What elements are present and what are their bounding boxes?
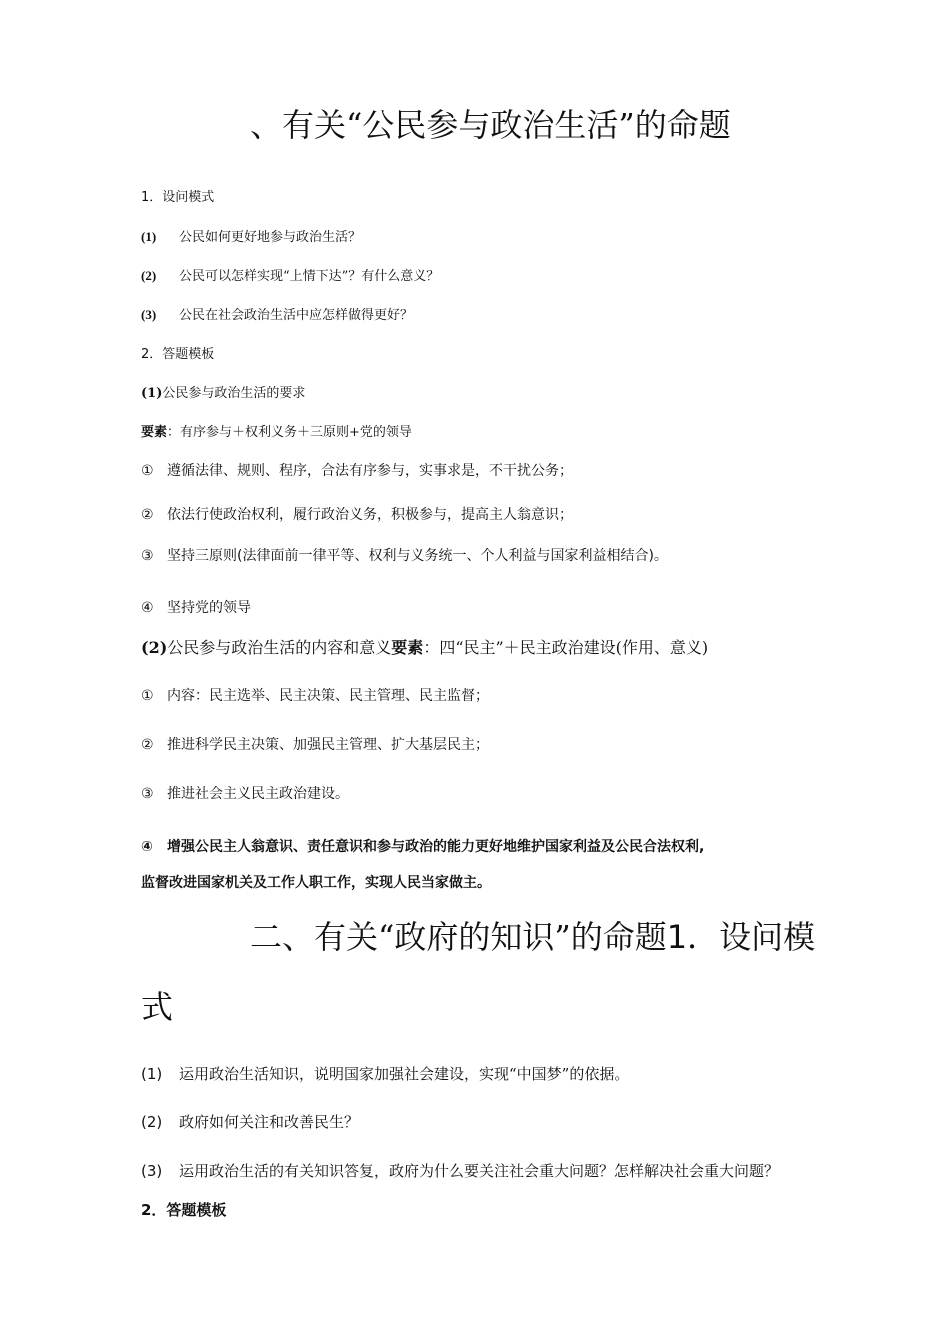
question-number: (2) (141, 1113, 163, 1131)
section2-title-wrap: 式 (141, 988, 174, 1026)
question-number: (1) (141, 229, 157, 244)
elements-label: 要素 (391, 638, 424, 657)
sub-heading-text: 公民参与政治生活的要求 (162, 386, 306, 401)
point-mark: ② (141, 737, 154, 753)
question-text: 公民在社会政治生活中应怎样做得更好？ (179, 308, 414, 323)
question-item (141, 226, 361, 245)
question-item (141, 1160, 779, 1181)
section2-title-heading: 1．设问模 (666, 918, 816, 956)
point-text: 推进社会主义民主政治建设。 (167, 786, 349, 802)
point-mark: ③ (141, 548, 154, 564)
sub-heading-number: (2) (141, 638, 168, 657)
point-mark: ① (141, 688, 154, 704)
question-item (141, 1111, 359, 1132)
sub-heading-2 (141, 635, 708, 658)
section2-title-text: 二、有关“政府的知识”的命题 (250, 918, 667, 956)
question-item (141, 1063, 629, 1084)
point-item-4 (141, 836, 704, 856)
elements-line-1 (141, 421, 412, 440)
point-item (141, 734, 489, 754)
sub-heading-number: (1) (141, 386, 163, 401)
point-item (141, 783, 349, 803)
elements-text: ：四“民主”＋民主政治建设(作用、意义) (423, 638, 709, 657)
question-text: 运用政治生活的有关知识答复，政府为什么要关注社会重大问题？怎样解决社会重大问题？ (179, 1162, 780, 1180)
point-text: 遵循法律、规则、程序，合法有序参与，实事求是，不干扰公务； (167, 463, 573, 479)
question-text: 运用政治生活知识，说明国家加强社会建设，实现“中国梦”的依据。 (179, 1065, 630, 1083)
point-text: 推进科学民主决策、加强民主管理、扩大基层民主； (167, 737, 489, 753)
point-item (141, 504, 573, 524)
question-number: (3) (141, 1162, 163, 1180)
section1-answer-heading: 2．答题模板 (141, 347, 215, 362)
question-text: 政府如何关注和改善民生？ (179, 1113, 360, 1131)
point-mark: ④ (141, 839, 153, 855)
point-mark: ① (141, 463, 154, 479)
section2-title (250, 912, 815, 958)
question-number: (3) (141, 307, 157, 322)
elements-label: 要素 (141, 425, 168, 440)
section2-answer-heading: 2．答题模板 (141, 1201, 227, 1219)
point-mark: ④ (141, 600, 154, 616)
section1-title: 、有关“公民参与政治生活”的命题 (250, 106, 731, 144)
elements-text: ：有序参与＋权利义务＋三原则+党的领导 (167, 425, 412, 440)
sub-heading-1 (141, 382, 305, 401)
point-item (141, 597, 251, 617)
point-text: 增强公民主人翁意识、责任意识和参与政治的能力更好地维护国家利益及公民合法权利, (167, 839, 705, 855)
point-item-4-continued: 监督改进国家机关及工作人职工作，实现人民当家做主。 (141, 875, 491, 891)
question-item (141, 304, 413, 323)
sub-heading-text: 公民参与政治生活的内容和意义 (167, 638, 392, 657)
point-text: 内容：民主选举、民主决策、民主管理、民主监督； (167, 688, 489, 704)
point-mark: ③ (141, 786, 154, 802)
question-number: (2) (141, 268, 157, 283)
point-text: 坚持三原则(法律面前一律平等、权利与义务统一、个人利益与国家利益相结合)。 (167, 548, 668, 564)
point-item (141, 460, 573, 480)
question-text: 公民可以怎样实现“上情下达”？有什么意义？ (179, 269, 440, 284)
question-number: (1) (141, 1065, 163, 1083)
point-mark: ② (141, 507, 154, 523)
point-item (141, 545, 668, 565)
point-text: 依法行使政治权利，履行政治义务，积极参与，提高主人翁意识； (167, 507, 573, 523)
point-item (141, 685, 489, 705)
question-text: 公民如何更好地参与政治生活？ (179, 230, 362, 245)
section1-question-heading: 1．设问模式 (141, 190, 215, 205)
point-text: 坚持党的领导 (167, 600, 251, 616)
question-item (141, 265, 439, 284)
